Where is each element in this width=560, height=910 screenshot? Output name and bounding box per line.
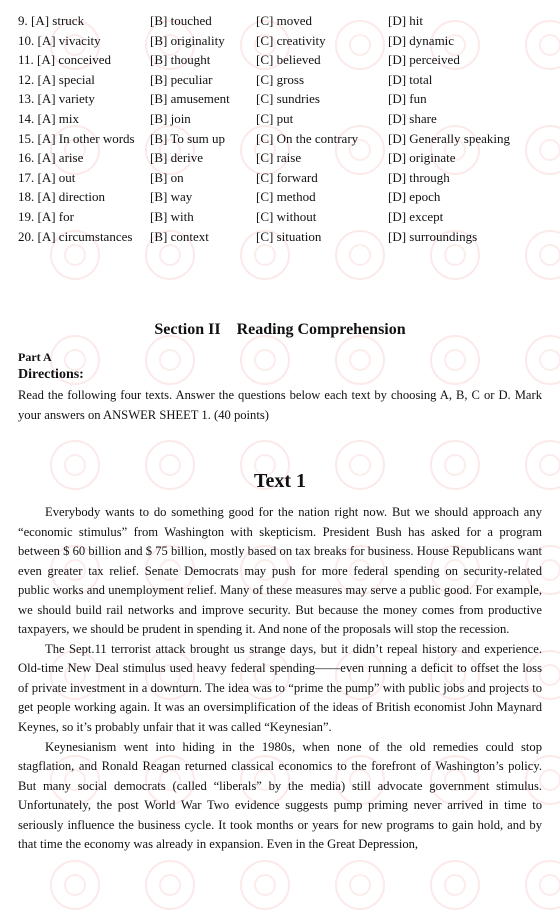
- option-choice: [C] creativity: [256, 32, 326, 48]
- option-choice: [B] context: [150, 228, 209, 244]
- watermark-logo: [335, 860, 385, 910]
- option-row: [18, 129, 548, 149]
- watermark-logo: [240, 335, 290, 385]
- passage: [18, 503, 542, 855]
- option-choice: 14. [A] mix: [18, 110, 80, 126]
- option-choice: 9. [A] struck: [18, 13, 85, 28]
- option-row: [18, 89, 548, 109]
- part-label: Part A: [18, 350, 52, 364]
- directions-heading: Directions:: [18, 367, 84, 382]
- paragraph: Everybody wants to do something good for the nation right now. But we should approach any “economic stimulus” from Washington with skepticism. President Bush has asked for a program between $ 60 billion and $ 75 billion, mostly based on tax breaks for business. House Republicans want even greater tax relief. Senate Democrats may push for more federal spending on security-related public works and unemployment relief. Many of these measures may serve a public good. For example, we should build rail networks and improve security. But because the money comes from productive taxpayers, we should be prudent in spending it. And none of the proposals will stop the recession.: [18, 505, 542, 637]
- option-choice: [D] total: [388, 71, 433, 87]
- option-row: [18, 148, 548, 168]
- option-choice: [C] sundries: [256, 91, 320, 107]
- option-choice: [D] epoch: [388, 189, 441, 205]
- paragraph: The Sept.11 terrorist attack brought us strange days, but it didn’t repeal history and experience. Old-time New Deal stimulus used heavy federal spending——even running a deficit to offset the loss of private investment in a downturn. The idea was to “prime the pump” with public jobs and projects to get people working again. It was an oversimplification of the ideas of British economist John Maynard Keynes, so it’s probably unfair that it was called “Keynesian”.: [18, 641, 542, 735]
- option-choice: [B] touched: [150, 13, 212, 28]
- option-choice: [C] gross: [256, 71, 305, 87]
- option-row: [18, 168, 548, 188]
- option-choice: [C] moved: [256, 13, 312, 28]
- option-choice: 13. [A] variety: [18, 91, 95, 107]
- section-title: Section II Reading Comprehension: [154, 321, 406, 338]
- option-row: [18, 187, 548, 207]
- option-row: [18, 70, 548, 90]
- option-choice: [B] with: [150, 208, 194, 224]
- text-title: Text 1: [253, 470, 307, 492]
- option-choice: [B] To sum up: [150, 130, 226, 146]
- option-choice: [D] originate: [388, 150, 456, 166]
- option-choice: [C] believed: [256, 52, 321, 68]
- option-choice: [C] On the contrary: [256, 130, 359, 146]
- watermark-logo: [50, 860, 100, 910]
- option-choice: [C] raise: [256, 150, 302, 166]
- option-row: [18, 109, 548, 129]
- option-choice: 10. [A] vivacity: [18, 32, 101, 48]
- watermark-logo: [430, 335, 480, 385]
- option-row: [18, 11, 548, 31]
- option-choice: [D] surroundings: [388, 228, 478, 244]
- option-choice: 15. [A] In other words: [18, 130, 135, 146]
- option-choice: [C] situation: [256, 228, 322, 244]
- watermark-logo: [145, 860, 195, 910]
- option-choice: [B] way: [150, 189, 193, 205]
- watermark-logo: [525, 860, 560, 910]
- option-choice: 16. [A] arise: [18, 150, 84, 166]
- watermark-logo: [335, 335, 385, 385]
- option-choice: [B] amusement: [150, 91, 230, 107]
- watermark-logo: [430, 860, 480, 910]
- option-choice: [D] Generally speaking: [388, 130, 511, 146]
- option-choice: [D] perceived: [388, 52, 460, 68]
- option-choice: [D] fun: [388, 91, 427, 107]
- option-choice: [D] hit: [388, 13, 424, 28]
- watermark-logo: [525, 335, 560, 385]
- option-choice: [B] derive: [150, 150, 204, 166]
- option-choice: 18. [A] direction: [18, 189, 106, 205]
- option-choice: [C] method: [256, 189, 316, 205]
- option-choice: 11. [A] conceived: [18, 52, 112, 68]
- watermark-logo: [240, 860, 290, 910]
- option-choice: [C] without: [256, 208, 317, 224]
- option-row: [18, 207, 548, 227]
- option-row: [18, 50, 548, 70]
- option-row: [18, 227, 548, 247]
- option-choice: [B] on: [150, 169, 184, 185]
- option-choice: 19. [A] for: [18, 208, 74, 224]
- option-choice: [B] originality: [150, 32, 225, 48]
- option-choice: 12. [A] special: [18, 71, 95, 87]
- option-choice: [C] forward: [256, 169, 318, 185]
- paragraph: Keynesianism went into hiding in the 1980s, when none of the old remedies could stop stagflation, and Ronald Reagan returned classical economics to the forefront of Washington’s policy. But many social democrats (called “liberals” by the media) still advocate government stimulus. Unfortunately, the post World War Two evidence suggests pump priming never arrived in time to seriously influence the business cycle. It took months or years for new programs to gain hold, and by that time the economy was already in expansion. Even in the Great Depression,: [18, 739, 542, 852]
- watermark-logo: [145, 335, 195, 385]
- option-choice: 17. [A] out: [18, 169, 76, 185]
- option-choice: [D] dynamic: [388, 32, 455, 48]
- option-choice: 20. [A] circumstances: [18, 228, 133, 244]
- option-list: [18, 11, 548, 246]
- option-row: [18, 31, 548, 51]
- option-choice: [B] join: [150, 110, 191, 126]
- option-choice: [C] put: [256, 110, 294, 126]
- option-choice: [D] except: [388, 208, 444, 224]
- option-choice: [B] thought: [150, 52, 211, 68]
- option-choice: [B] peculiar: [150, 71, 213, 87]
- option-choice: [D] share: [388, 110, 437, 126]
- directions-text: Read the following four texts. Answer the questions below each text by choosing A, B, C or D. Mark your answers on ANSWER SHEET 1. (40 points): [18, 388, 542, 422]
- option-choice: [D] through: [388, 169, 450, 185]
